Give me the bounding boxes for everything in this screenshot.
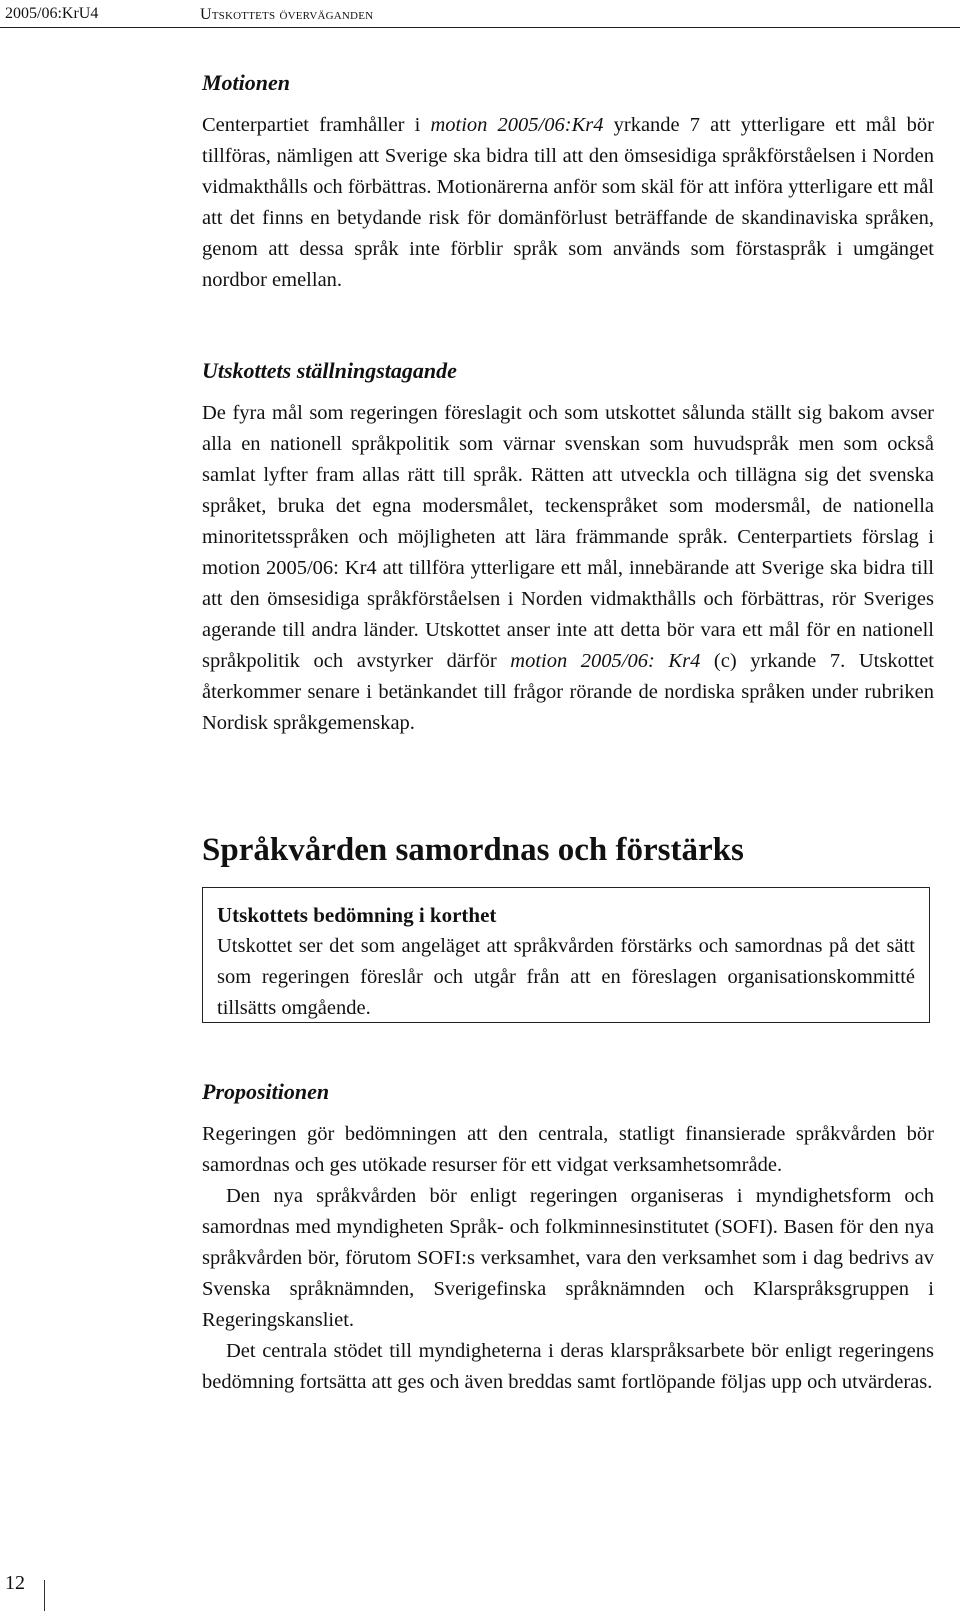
- propositionen-paragraph-3: Det centrala stödet till myndigheterna i deras klarspråksarbete bör enligt regeringens bedömning fortsätta att ges och även breddas samt fortlöpande följas upp och utvärderas.: [202, 1340, 934, 1393]
- propositionen-section: [202, 1077, 934, 1398]
- motionen-text-b: yrkande 7 att ytterligare ett mål bör tillföras, nämligen att Sverige ska bidra till att den ömsesidiga språkförståelsen i Norden vidmakthålls och förbättras. Motionärerna anför som skäl för att införa ytterligare ett mål att det finns en betydande risk för domänförlust beträffande de skandinaviska språken, genom att dessa språk inte förblir språk som används som förstaspråk i umgänget nordbor emellan.: [202, 114, 934, 291]
- propositionen-heading: Propositionen: [202, 1079, 330, 1104]
- motionen-text-a: Centerpartiet framhåller i: [202, 114, 431, 136]
- summary-box: [202, 887, 930, 1023]
- stallningstagande-paragraph: [202, 398, 934, 739]
- propositionen-paragraph-1: Regeringen gör bedömningen att den centrala, statligt finansierade språkvården bör samordnas och ges utökade resurser för ett vidgat verksamhetsområde.: [202, 1123, 934, 1176]
- stallningstagande-heading: Utskottets ställningstagande: [202, 358, 457, 383]
- document-id: 2005/06:KrU4: [5, 5, 99, 22]
- motionen-paragraph: [202, 110, 934, 296]
- running-header: [0, 0, 960, 28]
- page-number-rule: [44, 1580, 45, 1611]
- stallningstagande-section: [202, 356, 934, 739]
- page-number: 12: [5, 1572, 25, 1594]
- header-rule: [0, 27, 960, 28]
- motionen-heading: Motionen: [202, 70, 291, 95]
- section-heading: Språkvården samordnas och förstärks: [202, 832, 744, 868]
- summary-box-text: Utskottet ser det som angeläget att språkvården förstärks och samordnas på det sätt som regeringen föreslår och utgår från att en föreslagen organisationskommitté tillsätts omgående.: [217, 935, 915, 1019]
- summary-box-title: Utskottets bedömning i korthet: [217, 903, 497, 927]
- stallningstagande-text-b: (c) yrkande 7. Utskottet återkommer senare i betänkandet till frågor rörande de nordiska språken under rubriken Nordisk språkgemenskap.: [202, 650, 935, 734]
- stallningstagande-text-a: De fyra mål som regeringen föreslagit och som utskottet sålunda ställt sig bakom avser alla en nationell språkpolitik som värnar svenskan som huvudspråk men som också samlat lyfter fram allas rätt till språk. Rätten att utveckla och tillägna sig det svenska språket, bruka det egna modersmålet, teckenspråket som modersmål, de nationella minoritetsspråken och möjligheten att lära främmande språk. Centerpartiets förslag i motion 2005/06: Kr4 att tillföra ytterligare ett mål, innebärande att Sverige ska bidra till att den ömsesidiga språkförståelsen i Norden vidmakthålls och förbättras, rör Sveriges agerande till andra länder. Utskottet anser inte att detta bör vara ett mål för en nationell språkpolitik och avstyrker därför: [202, 402, 934, 672]
- motion-reference: motion 2005/06: Kr4: [510, 650, 701, 672]
- motionen-section: [202, 68, 934, 296]
- propositionen-paragraph-2: Den nya språkvården bör enligt regeringen organiseras i myndighetsform och samordnas med myndigheten Språk- och folkminnesinstitutet (SOFI). Basen för den nya språkvården bör, förutom SOFI:s verksamhet, vara den verksamhet som i dag bedrivs av Svenska språknämnden, Sverigefinska språknämnden och Klarspråksgruppen i Regeringskansliet.: [202, 1185, 934, 1331]
- motion-reference: motion 2005/06:Kr4: [430, 114, 604, 136]
- running-section-title: Utskottets överväganden: [200, 6, 374, 23]
